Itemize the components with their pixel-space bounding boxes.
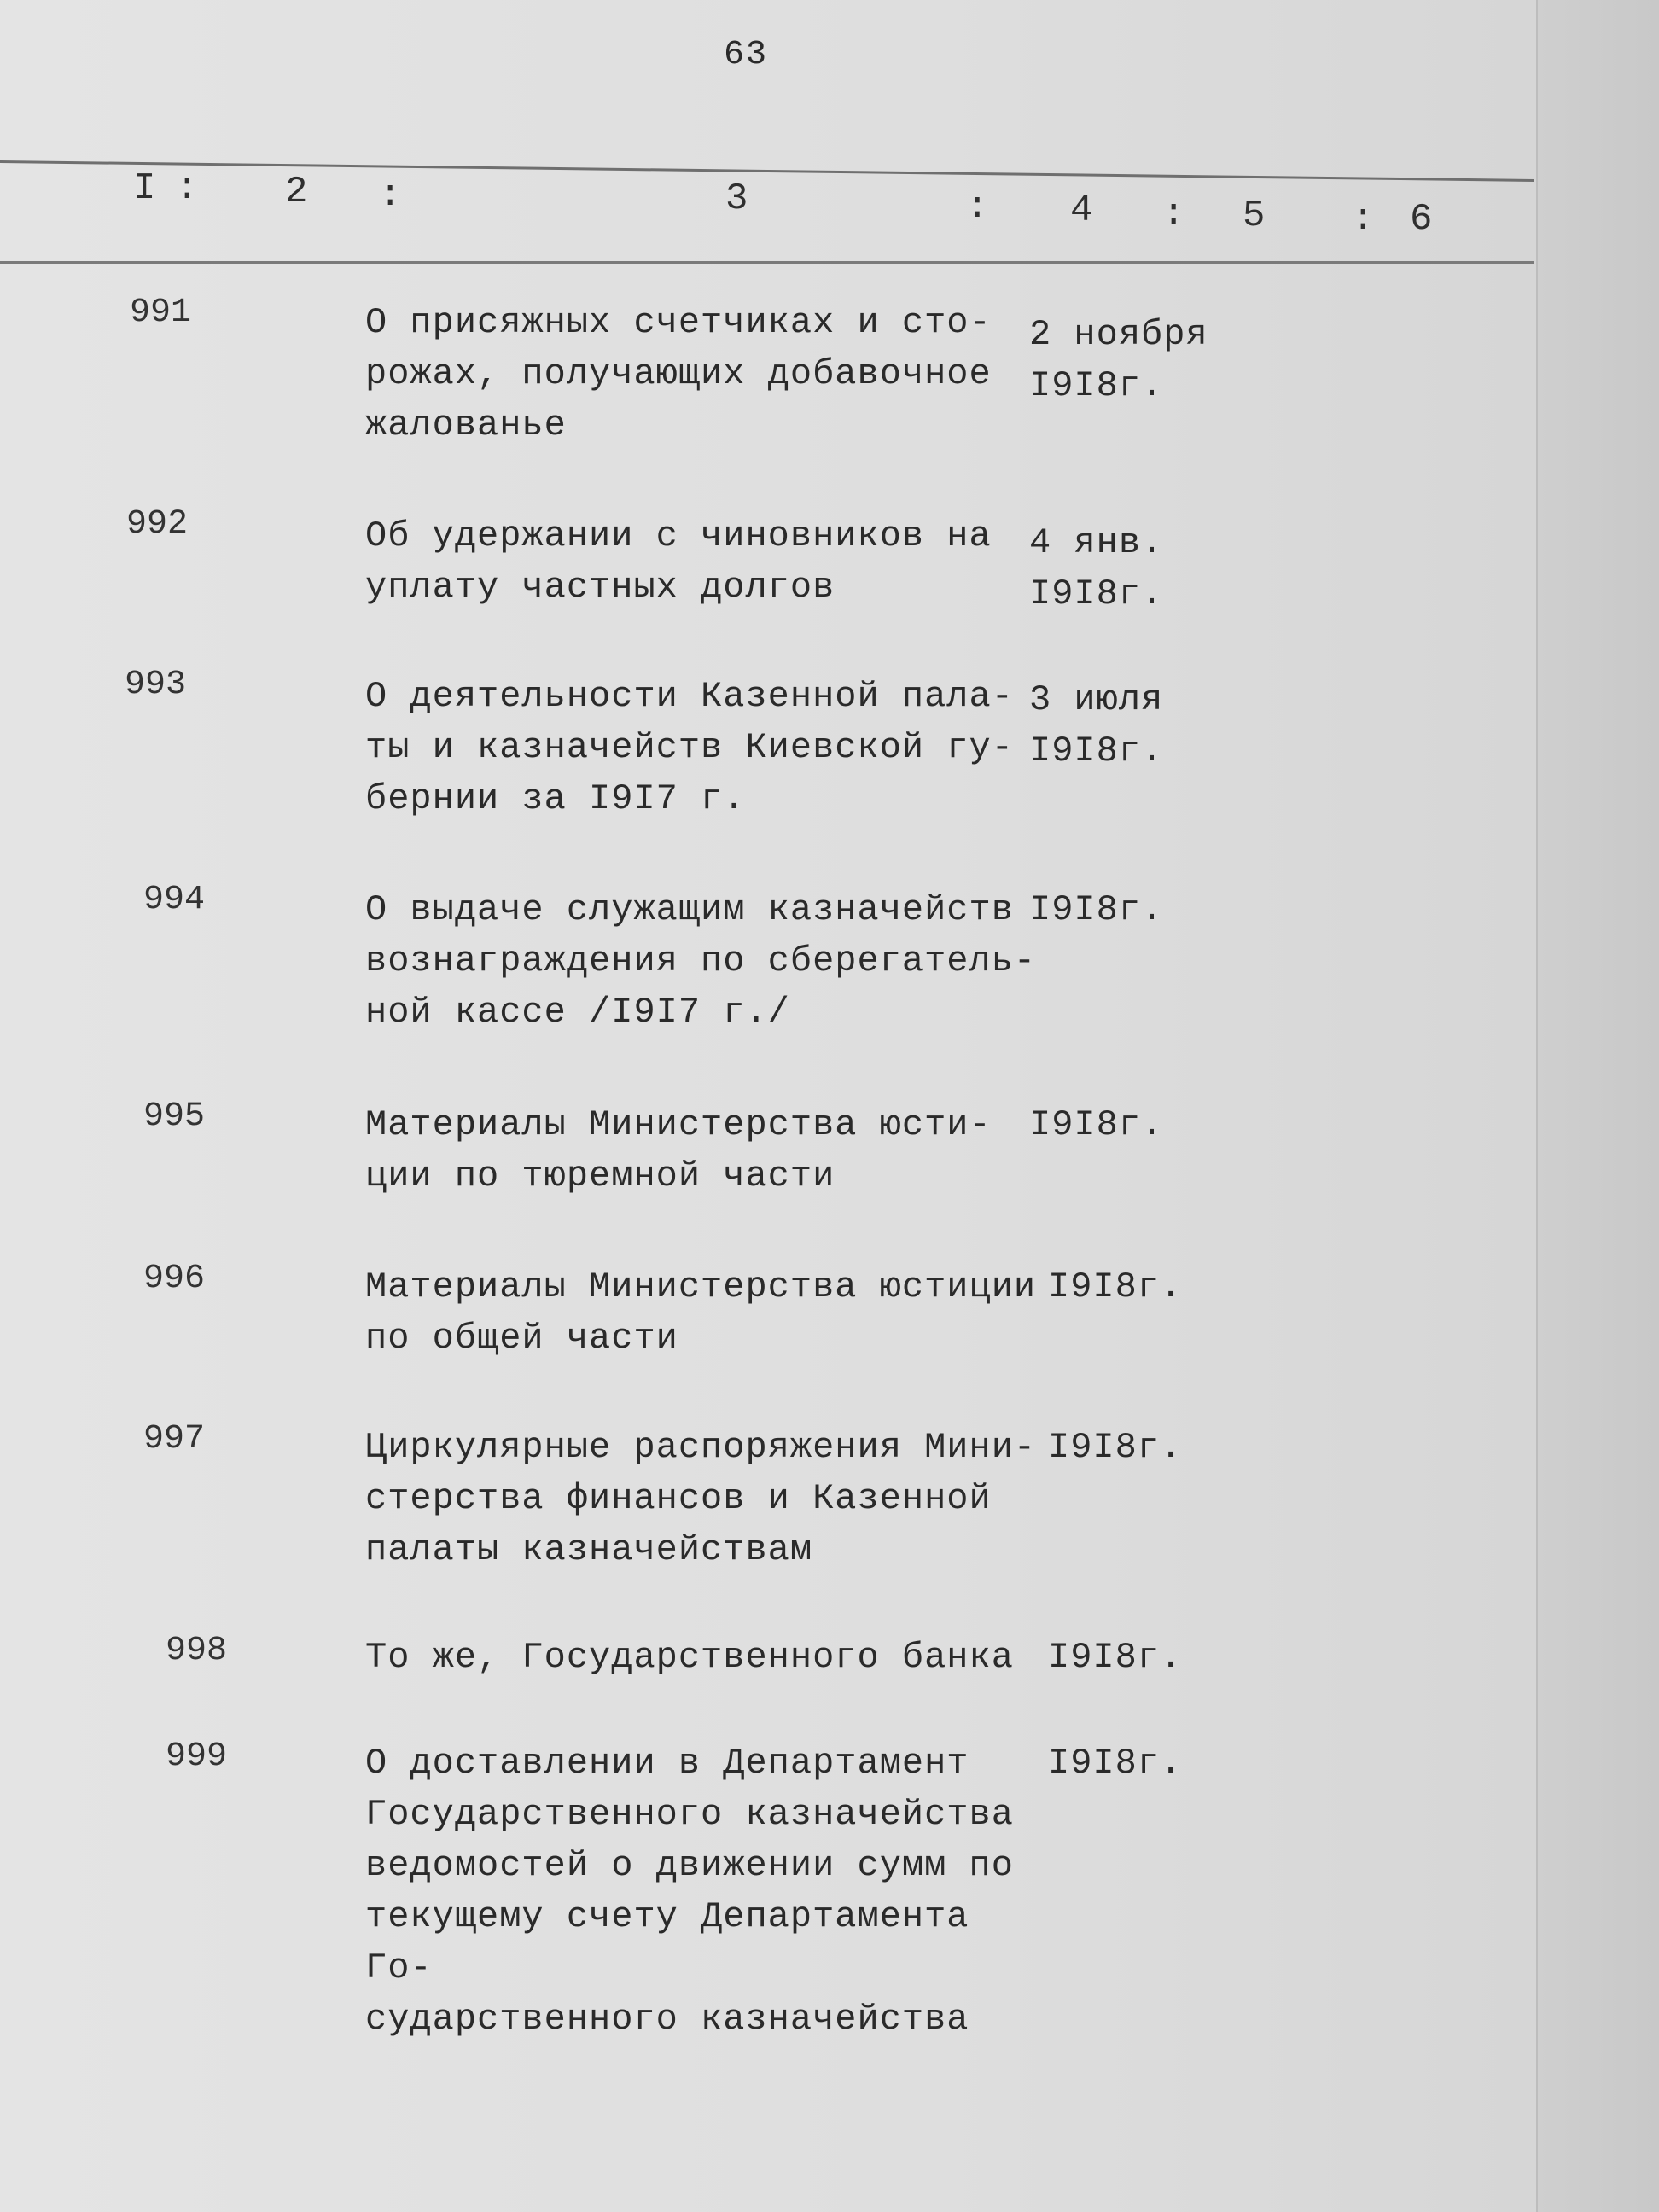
row-title: О присяжных счетчиках и сто- рожах, получающих добавочное жалованье [365, 302, 992, 445]
header-sep: : [966, 186, 989, 229]
header-sep: : [1162, 193, 1185, 236]
row-date: 2 ноября I9I8г. [1029, 314, 1208, 406]
row-number: 998 [166, 1632, 228, 1670]
row-title: О деятельности Казенной пала- ты и казначейств Киевской гу- бернии за I9I7 г. [365, 676, 1014, 819]
header-col-1: I [133, 167, 156, 210]
row-date: 4 янв. I9I8г. [1029, 522, 1164, 614]
header-sep: : [176, 167, 199, 210]
page-number: 63 [724, 36, 769, 74]
header-col-2: 2 [285, 171, 308, 213]
header-col-6: 6 [1410, 198, 1433, 241]
row-number: 994 [143, 881, 206, 919]
row-title: Материалы Министерства юстиции по общей части [365, 1266, 1037, 1359]
header-col-5: 5 [1243, 195, 1266, 237]
row-title: То же, Государственного банка [365, 1637, 1014, 1678]
header-sep: : [1352, 198, 1375, 241]
row-title: Об удержании с чиновников на уплату частных долгов [365, 515, 992, 608]
adjacent-page-edge [1536, 0, 1659, 2212]
row-date: I9I8г. [1029, 1104, 1164, 1145]
row-title: О выдаче служащим казначейств вознаграждения по сберегатель- ной кассе /I9I7 г./ [365, 889, 1037, 1033]
row-title: О доставлении в Департамент Государственного казначейства ведомостей о движении сумм по текущему счету Департамента Го- сударственного казначейства [365, 1743, 1014, 2040]
row-date: 3 июля I9I8г. [1029, 679, 1164, 771]
row-number: 992 [126, 505, 189, 544]
row-number: 999 [166, 1738, 228, 1776]
header-col-3: 3 [725, 178, 748, 220]
row-number: 996 [143, 1260, 206, 1298]
row-title: Материалы Министерства юсти- ции по тюремной части [365, 1104, 992, 1196]
row-number: 991 [130, 294, 192, 332]
row-number: 993 [125, 666, 187, 704]
row-date: I9I8г. [1048, 1427, 1183, 1468]
row-date: I9I8г. [1029, 889, 1164, 930]
row-date: I9I8г. [1048, 1266, 1183, 1307]
row-number: 995 [143, 1097, 206, 1136]
row-title: Циркулярные распоряжения Мини- стерства финансов и Казенной палаты казначействам [365, 1427, 1037, 1570]
row-date: I9I8г. [1048, 1743, 1183, 1784]
header-col-4: 4 [1070, 189, 1093, 232]
header-sep: : [379, 174, 402, 217]
row-date: I9I8г. [1048, 1637, 1183, 1678]
row-number: 997 [143, 1420, 206, 1458]
table-top-rule [0, 160, 1534, 182]
table-header-rule [0, 261, 1534, 264]
